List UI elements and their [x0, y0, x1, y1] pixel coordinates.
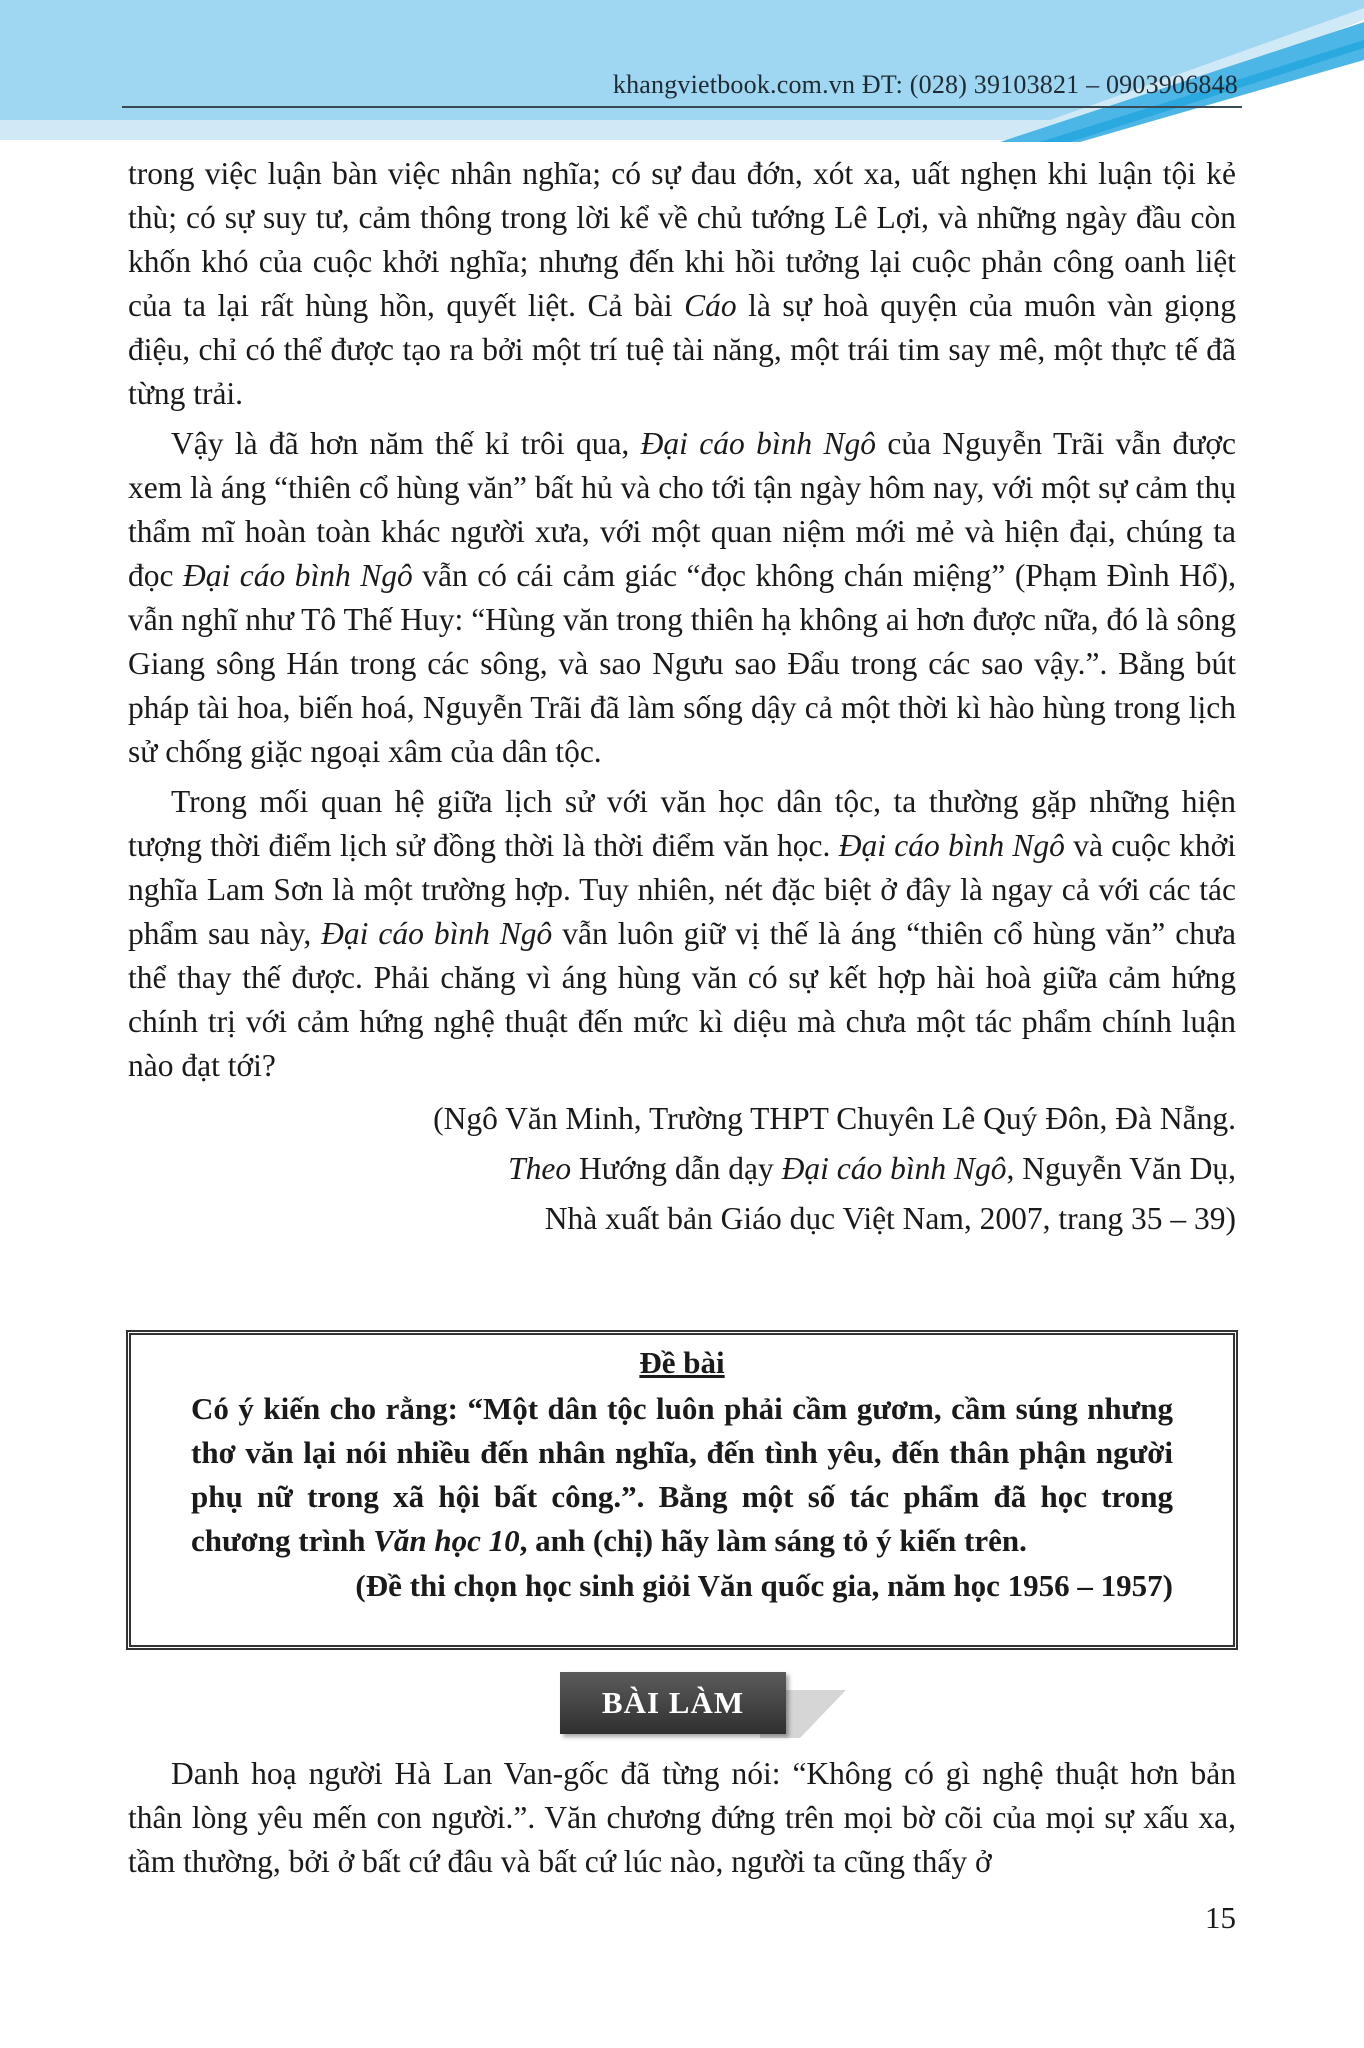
page-number: 15 — [1205, 1900, 1236, 1935]
header-rule — [122, 106, 1242, 108]
p2-italic-1: Đại cáo bình Ngô — [640, 426, 876, 461]
p2-italic-2: Đại cáo bình Ngô — [182, 558, 413, 593]
exercise-source: (Đề thi chọn học sinh giỏi Văn quốc gia, năm học 1956 – 1957) — [355, 1568, 1173, 1603]
body-text — [128, 152, 1236, 1244]
paragraph-3 — [128, 780, 1236, 1088]
answer-text — [128, 1752, 1236, 1884]
exercise-title: Đề bài — [639, 1345, 725, 1380]
citation-l2-a: Hướng dẫn dạy — [571, 1151, 782, 1186]
p2-b: của Nguyễn Trãi vẫn được xem là áng “thiên cổ hùng văn” bất hủ và cho tới tận ngày hôm nay, với một sự cảm thụ thẩm mĩ hoàn toàn khác người xưa, với một quan niệm mới mẻ và hiện đại, chúng ta đọc — [128, 426, 1236, 593]
header-contact: khangvietbook.com.vn ĐT: (028) 39103821 – 0903906848 — [612, 70, 1238, 99]
answer-label: BÀI LÀM — [560, 1672, 786, 1734]
exercise-body-italic: Văn học 10 — [373, 1523, 520, 1558]
citation-theo: Theo — [508, 1151, 572, 1186]
paragraph-1 — [128, 152, 1236, 416]
citation-work: Đại cáo bình Ngô — [781, 1151, 1007, 1186]
p2-a: Vậy là đã hơn năm thế kỉ trôi qua, — [171, 426, 641, 461]
p3-a: Trong mối quan hệ giữa lịch sử với văn học dân tộc, ta thường gặp những hiện tượng thời điểm lịch sử đồng thời là thời điểm văn học. — [128, 784, 1236, 863]
citation — [128, 1094, 1236, 1244]
citation-line-3: Nhà xuất bản Giáo dục Việt Nam, 2007, trang 35 – 39) — [544, 1201, 1236, 1236]
citation-line-1: (Ngô Văn Minh, Trường THPT Chuyên Lê Quý Đôn, Đà Nẵng. — [433, 1101, 1236, 1136]
p1-italic: Cáo — [684, 288, 737, 323]
citation-l2-b: , Nguyễn Văn Dụ, — [1006, 1151, 1236, 1186]
exercise-body-b: , anh (chị) hãy làm sáng tỏ ý kiến trên. — [519, 1523, 1027, 1558]
p1-text: trong việc luận bàn việc nhân nghĩa; có sự đau đớn, xót xa, uất nghẹn khi luận tội kẻ thù; có sự suy tư, cảm thông trong lời kể về chủ tướng Lê Lợi, và những ngày đầu còn khốn khó của cuộc khởi nghĩa; nhưng đến khi hồi tưởng lại cuộc phản công oanh liệt của ta lại rất hùng hồn, quyết liệt. Cả bài — [128, 156, 1236, 323]
p1-end: là sự hoà quyện của muôn vàn giọng điệu, chỉ có thể được tạo ra bởi một trí tuệ tài năng, một trái tim say mê, một thực tế đã từng trải. — [128, 288, 1236, 411]
p3-c: vẫn luôn giữ vị thế là áng “thiên cổ hùng văn” chưa thể thay thế được. Phải chăng vì áng hùng văn có sự kết hợp hài hoà giữa cảm hứng chính trị với cảm hứng nghệ thuật đến mức kì diệu mà chưa một tác phẩm chính luận nào đạt tới? — [128, 916, 1236, 1083]
p3-b: và cuộc khởi nghĩa Lam Sơn là một trường hợp. Tuy nhiên, nét đặc biệt ở đây là ngay cả với các tác phẩm sau này, — [128, 828, 1236, 951]
answer-label-wrap — [560, 1672, 850, 1742]
exercise-body — [191, 1387, 1173, 1563]
answer-paragraph: Danh hoạ người Hà Lan Van-gốc đã từng nói: “Không có gì nghệ thuật hơn bản thân lòng yêu mến con người.”. Văn chương đứng trên mọi bờ cõi của mọi sự xấu xa, tầm thường, bởi ở bất cứ đâu và bất cứ lúc nào, người ta cũng thấy ở — [128, 1756, 1236, 1879]
p3-italic-2: Đại cáo bình Ngô — [321, 916, 553, 951]
exercise-body-a: Có ý kiến cho rằng: “Một dân tộc luôn phải cầm gươm, cầm súng nhưng thơ văn lại nói nhiều đến nhân nghĩa, đến tình yêu, đến thân phận người phụ nữ trong xã hội bất công.”. Bằng một số tác phẩm đã học trong chương trình — [191, 1391, 1173, 1558]
exercise-box — [126, 1330, 1238, 1650]
p2-c: vẫn có cái cảm giác “đọc không chán miệng” (Phạm Đình Hổ), vẫn nghĩ như Tô Thế Huy: “Hùng văn trong thiên hạ không ai hơn được nữa, đó là sông Giang sông Hán trong các sông, và sao Ngưu sao Đẩu trong các sao vậy.”. Bằng bút pháp tài hoa, biến hoá, Nguyễn Trãi đã làm sống dậy cả một thời kì hào hùng trong lịch sử chống giặc ngoại xâm của dân tộc. — [128, 558, 1236, 769]
p3-italic-1: Đại cáo bình Ngô — [838, 828, 1065, 863]
paragraph-2 — [128, 422, 1236, 774]
citation-line-2 — [128, 1144, 1236, 1194]
